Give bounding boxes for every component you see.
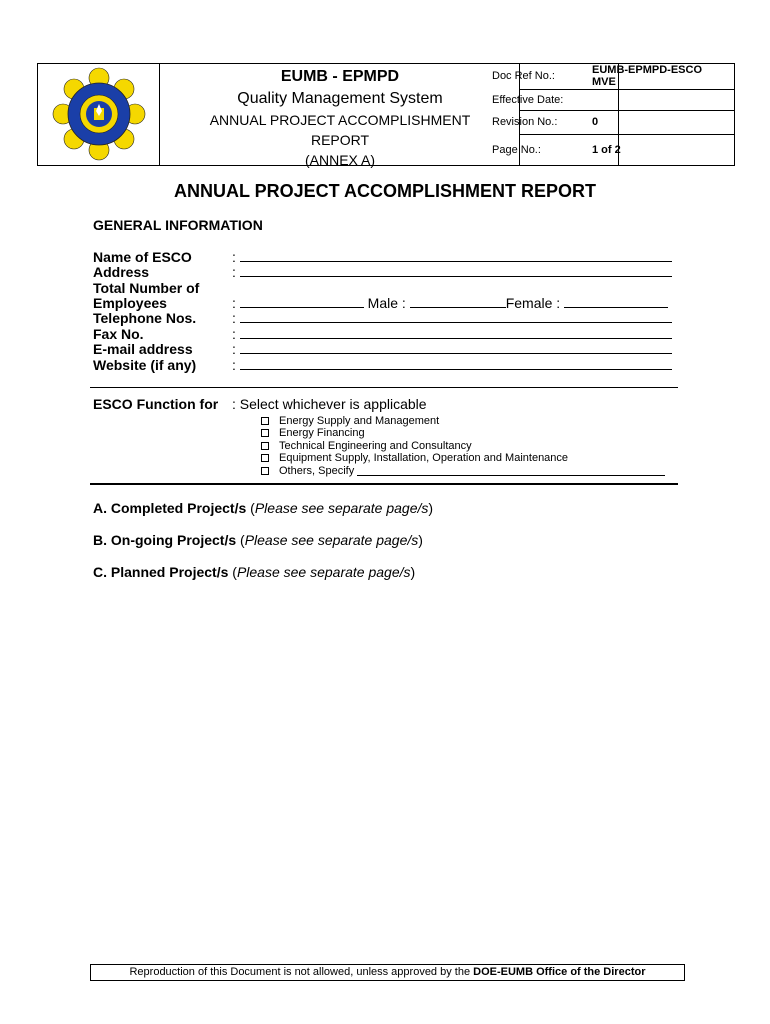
checkbox[interactable] (261, 454, 269, 462)
page-value: 1 of 2 (592, 144, 621, 156)
option-label: Technical Engineering and Consultancy (279, 440, 472, 452)
project-note: Please see separate page/s (254, 500, 429, 516)
doc-ref-label: Doc Ref No.: (492, 70, 555, 82)
female-label: Female : (505, 295, 561, 311)
title-line: REPORT (310, 132, 370, 148)
field-website[interactable] (232, 357, 672, 373)
blank-line (240, 311, 672, 323)
colon: : (232, 249, 236, 265)
blank-line (410, 296, 506, 308)
revision-label: Revision No.: (492, 116, 558, 128)
title-line: Quality Management System (237, 90, 443, 107)
doc-ref-value: EUMB-EPMPD-ESCO (592, 64, 703, 76)
doe-logo (38, 64, 160, 165)
blank-line (240, 342, 672, 354)
project-label: B. On-going Project/s (93, 532, 237, 548)
document-header (37, 63, 735, 166)
blank-line (240, 250, 672, 262)
option-equipment-supply[interactable] (261, 452, 568, 464)
field-name[interactable] (232, 249, 672, 265)
title-line: (ANNEX A) (304, 152, 375, 168)
effective-date-label: Effective Date: (492, 94, 564, 106)
field-label-name: Name of ESCO (93, 249, 192, 265)
divider (90, 483, 678, 485)
blank-line (240, 296, 364, 308)
field-label-fax: Fax No. (93, 326, 144, 342)
footer-notice (90, 964, 685, 981)
colon: : (232, 326, 236, 342)
project-completed: A. Completed Project/s (Please see separate page/s) (93, 500, 434, 516)
field-label-employees: Employees (93, 295, 167, 311)
field-label-total: Total Number of (93, 280, 200, 296)
field-label-telephone: Telephone Nos. (93, 310, 197, 326)
option-label: Others, Specify (279, 465, 355, 477)
title-line (160, 110, 520, 170)
divider (519, 89, 734, 90)
divider (519, 110, 734, 111)
project-ongoing: B. On-going Project/s (Please see separate page/s) (93, 532, 423, 548)
field-label-address: Address (93, 264, 150, 280)
page-label: Page No.: (492, 144, 541, 156)
blank-line (564, 296, 668, 308)
checkbox[interactable] (261, 429, 269, 437)
option-label: Energy Supply and Management (279, 415, 440, 427)
checkbox[interactable] (261, 467, 269, 475)
field-label-email: E-mail address (93, 341, 193, 357)
colon: : (232, 295, 236, 311)
checkbox[interactable] (261, 417, 269, 425)
field-address[interactable] (232, 264, 672, 280)
checkbox[interactable] (261, 442, 269, 450)
footer-text: Reproduction of this Document is not allowed, unless approved by the (129, 966, 474, 978)
option-others[interactable] (261, 465, 665, 477)
option-label: Equipment Supply, Installation, Operation and Maintenance (279, 452, 569, 464)
header-title (160, 64, 520, 168)
option-energy-financing[interactable] (261, 427, 365, 439)
option-energy-supply[interactable] (261, 415, 439, 427)
footer-bold-text: DOE-EUMB Office of the Director (473, 966, 646, 978)
blank-line (240, 358, 672, 370)
colon: : (232, 341, 236, 357)
title-line: ANNUAL PROJECT ACCOMPLISHMENT (209, 112, 471, 128)
project-note: Please see separate page/s (244, 532, 419, 548)
title-line: EUMB - EPMPD (280, 68, 400, 85)
report-title: ANNUAL PROJECT ACCOMPLISHMENT REPORT (173, 181, 596, 201)
field-email[interactable] (232, 341, 672, 357)
doc-ref-value: MVE (592, 76, 616, 88)
blank-line (357, 466, 665, 476)
colon: : (232, 264, 236, 280)
option-technical-engineering[interactable] (261, 440, 472, 452)
field-employees[interactable] (232, 295, 668, 311)
colon: : (232, 310, 236, 326)
esco-function-label: ESCO Function for (93, 396, 219, 412)
project-planned: C. Planned Project/s (Please see separate page/s) (93, 564, 416, 580)
male-label: Male : (367, 295, 406, 311)
divider (519, 134, 734, 135)
project-note: Please see separate page/s (236, 564, 411, 580)
section-heading: GENERAL INFORMATION (93, 217, 263, 233)
project-label: A. Completed Project/s (93, 500, 247, 516)
colon: : (232, 357, 236, 373)
field-label-website: Website (if any) (93, 357, 197, 373)
field-fax[interactable] (232, 326, 672, 342)
divider (90, 387, 678, 388)
esco-function-description: : Select whichever is applicable (232, 396, 427, 412)
option-label: Energy Financing (279, 427, 365, 439)
blank-line (240, 327, 672, 339)
revision-value: 0 (592, 116, 599, 128)
blank-line (240, 265, 672, 277)
project-label: C. Planned Project/s (93, 564, 229, 580)
field-telephone[interactable] (232, 310, 672, 326)
